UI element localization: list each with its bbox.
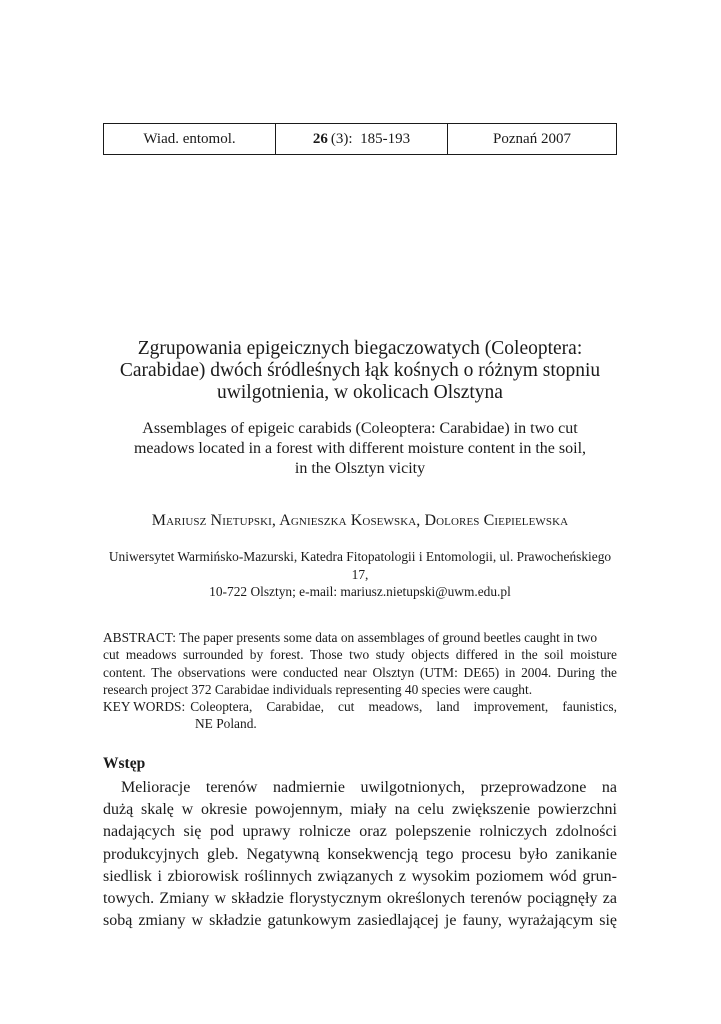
body-line: dużą skalę w okresie powojennym, miały na celu zwiększenie powierzchni <box>103 801 617 819</box>
abstract-line: research project 372 Carabidae individuals representing 40 species were caught. <box>103 681 533 697</box>
title-pl-line: uwilgotnienia, w okolicach Olsztyna <box>217 382 503 403</box>
body-line: sobą zmiany w składzie gatunkowym zasiedlającej je fauny, wyrażającym się <box>103 912 617 930</box>
keywords-continuation: NE Poland. <box>195 716 257 732</box>
affiliation <box>103 548 617 601</box>
title-english <box>103 419 617 479</box>
title-pl-line: Zgrupowania epigeicznych biegaczowatych (Coleoptera: <box>137 338 583 359</box>
issue-pages: (3): 185-193 <box>330 130 411 147</box>
title-en-line: in the Olsztyn vicity <box>294 460 426 477</box>
section-heading: Wstęp <box>103 755 146 772</box>
body-line: towych. Zmiany w składzie florystycznym określonych terenów pociągnęły za <box>103 890 617 908</box>
body-paragraph <box>103 777 617 932</box>
authors: Mariusz Nietupski, Agnieszka Kosewska, Dolores Ciepielewska <box>151 512 569 529</box>
keywords <box>103 698 617 733</box>
body-line: Melioracje terenów nadmiernie uwilgotnionych, przeprowadzone na <box>121 779 617 796</box>
title-en-line: Assemblages of epigeic carabids (Coleoptera: Carabidae) in two cut <box>142 420 578 437</box>
abstract-line: cut meadows surrounded by forest. Those two study objects differed in the soil moisture <box>103 647 617 663</box>
abstract-line <box>103 629 617 646</box>
abstract-line: content. The observations were conducted near Olsztyn (UTM: DE65) in 2004. During the <box>103 664 617 680</box>
title-polish <box>103 338 617 404</box>
body-line: nadających się pod uprawy rolnicze oraz polepszenie rolniczych zdolności <box>103 823 617 841</box>
keywords-label: KEY WORDS: <box>103 699 186 714</box>
title-en-line: meadows located in a forest with different moisture content in the soil, <box>133 440 587 457</box>
abstract <box>103 629 617 698</box>
citation-place-year <box>448 124 616 154</box>
affiliation-line: 10-722 Olsztyn; e-mail: mariusz.nietupski@uwm.edu.pl <box>209 584 511 599</box>
citation-box <box>103 123 617 155</box>
title-pl-line: Carabidae) dwóch śródleśnych łąk kośnych o różnym stopniu <box>119 360 601 381</box>
abstract-label: ABSTRACT: <box>103 630 176 645</box>
place-year: Poznań 2007 <box>493 130 571 147</box>
citation-journal <box>104 124 276 154</box>
citation-volume-pages <box>276 124 448 154</box>
volume-number: 26 <box>312 130 328 147</box>
keywords-row <box>103 698 617 715</box>
affiliation-line: Uniwersytet Warmińsko-Mazurski, Katedra Fitopatologii i Entomologii, ul. Prawocheńskiego 17, <box>108 549 612 582</box>
journal-name: Wiad. entomol. <box>143 130 236 147</box>
keywords-text: Coleoptera, Carabidae, cut meadows, land improvement, faunistics, <box>190 699 617 714</box>
body-line: produkcyjnych gleb. Negatywną konsekwencją tego procesu było zanikanie <box>103 845 617 863</box>
abstract-text: The paper presents some data on assemblages of ground beetles caught in two <box>179 630 598 645</box>
body-line: siedlisk i zbiorowisk roślinnych związanych z wysokim poziomem wód grun- <box>103 867 617 885</box>
